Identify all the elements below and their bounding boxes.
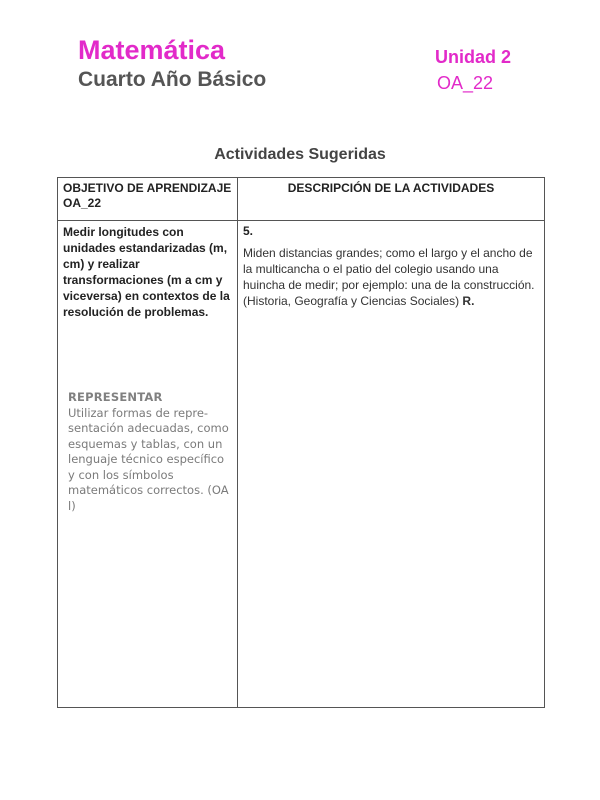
activity-cell [238,221,545,708]
objective-cell [58,221,238,708]
skill-box [68,390,232,514]
table-header-row [58,178,545,221]
grade-subtitle: Cuarto Año Básico [78,68,267,91]
activity-number: 5. [243,224,254,238]
header-left [78,34,266,94]
oa-code: OA_22 [437,73,494,93]
activity-tag: R. [462,294,475,308]
objective-column-header: OBJETIVO DE APRENDIZAJE OA_22 [58,178,238,221]
activities-table [57,177,545,708]
skill-title: REPRESENTAR [68,390,163,404]
subject-title: Matemática [78,35,226,65]
skill-text: Utilizar formas de repre-sentación adecuadas, como esquemas y tablas, con un lenguaje técnico específico y con los símbolos matemáticos correctos. (OA l) [68,405,229,513]
section-title: Actividades Sugeridas [214,146,386,163]
unit-label: Unidad 2 [435,47,512,67]
table-row [58,221,545,708]
activity-text: Miden distancias grandes; como el largo y el ancho de la multicancha o el patio del colegio usando una huincha de medir; por ejemplo: una de la construcción. (Historia, Geografía y Ciencias Sociales) [243,246,535,308]
description-column-header: DESCRIPCIÓN DE LA ACTIVIDADES [238,178,545,221]
objective-text: Medir longitudes con unidades estandarizadas (m, cm) y realizar transformaciones (m a cm y viceversa) en contextos de la resolución de problemas. [63,225,230,319]
activity-description [243,245,539,309]
header-right [435,44,511,96]
